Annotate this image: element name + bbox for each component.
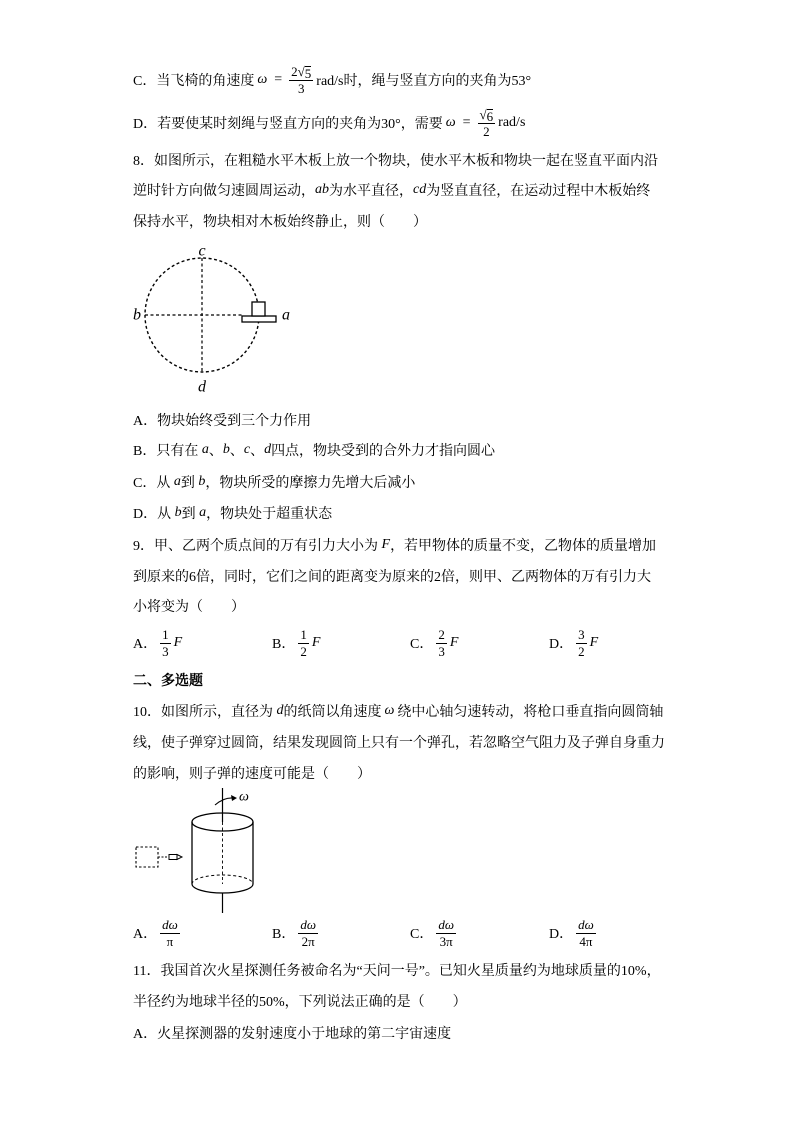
option-label: D． (549, 927, 574, 942)
stem-text: 9．甲、乙两个质点间的万有引力大小为 (133, 539, 382, 554)
stem-variable: F (381, 537, 391, 552)
equals-sign: = (462, 115, 471, 130)
fraction-numerator (289, 64, 313, 81)
q9-option-d (549, 625, 598, 661)
option-text: 到 (181, 507, 200, 522)
q9-option-a (133, 625, 182, 661)
option-label: B． (272, 927, 296, 942)
option-label: A． (133, 637, 158, 652)
option-text: 四点，物块受到的合外力才指向圆心 (271, 444, 496, 459)
fraction-denominator: 2 (300, 643, 307, 659)
q10-option-c (410, 915, 459, 951)
option-text: 当飞椅的角速度 (156, 74, 255, 89)
fraction-numerator: 1 (162, 626, 169, 642)
omega-label: ω (239, 789, 249, 805)
fraction (436, 627, 447, 660)
stem-text: 线，使子弹穿过圆筒，结果发现圆筒上只有一个弹孔，若忽略空气阻力及子弹自身重力 (133, 736, 665, 751)
fraction (298, 627, 309, 660)
radical-sign: √ (479, 106, 487, 122)
point-label: b (198, 474, 206, 489)
omega-symbol: ω (445, 115, 456, 130)
rotation-arrow (215, 798, 234, 805)
option-text: ，物块所受的摩擦力先增大后减小 (205, 476, 416, 491)
q8-option-b (133, 432, 495, 468)
omega-symbol: ω (257, 72, 268, 87)
fraction-denominator: 2π (301, 933, 315, 949)
bullet (169, 855, 177, 860)
q7-option-d (133, 105, 525, 141)
point-label: a (173, 474, 181, 489)
fraction-numerator: 3 (578, 626, 585, 642)
option-text-after: rad/s (498, 115, 526, 130)
rotating-cylinder-figure (125, 785, 275, 920)
option-text: 、 (208, 444, 223, 459)
point-label: d (264, 442, 272, 457)
q9-stem-line3 (133, 588, 245, 624)
fraction-denominator: 3 (297, 80, 305, 96)
q10-option-b (272, 915, 321, 951)
equals-sign: = (274, 72, 283, 87)
fraction-denominator: 3 (162, 643, 169, 659)
option-label: C． (410, 927, 434, 942)
fraction (160, 627, 171, 660)
option-text: 到 (180, 476, 199, 491)
fraction (576, 627, 587, 660)
section-title-text: 二、多选题 (133, 674, 203, 689)
option-text: ，物块处于超重状态 (206, 507, 333, 522)
gun-box (136, 847, 158, 867)
stem-text: 半径约为地球半径的50%，下列说法正确的是（ ） (133, 995, 467, 1010)
point-label: a (199, 505, 207, 520)
fraction (576, 917, 596, 950)
fraction-denominator: 4π (579, 933, 593, 949)
stem-text: ，若甲物体的质量不变，乙物体的质量增加 (390, 539, 657, 554)
stem-variable: cd (413, 182, 427, 197)
option-text: B．只有在 (133, 444, 202, 459)
fraction-denominator: 3 (438, 643, 445, 659)
fraction (478, 107, 496, 140)
q10-option-a (133, 915, 183, 951)
stem-variable: ab (315, 182, 329, 197)
option-label: D． (133, 117, 158, 132)
omega-symbol: ω (384, 703, 395, 718)
rotation-arrowhead (231, 795, 237, 801)
point-label: b (174, 505, 182, 520)
force-variable: F (311, 635, 321, 650)
radicand: 5 (304, 65, 312, 81)
label-c: c (198, 242, 206, 260)
stem-text: 为竖直直径，在运动过程中木板始终 (426, 184, 651, 199)
fraction-denominator: 2 (578, 643, 585, 659)
label-d: d (198, 378, 206, 396)
cylinder-bottom-front (192, 884, 253, 893)
option-text: 若要使某时刻绳与竖直方向的夹角为30°，需要 (157, 117, 443, 132)
option-text: 、 (229, 444, 244, 459)
fraction-denominator: π (166, 933, 174, 949)
fraction-numerator: 1 (300, 626, 307, 642)
q11-option-a (133, 1015, 451, 1051)
q11-stem-line2 (133, 983, 467, 1019)
stem-text: 为水平直径， (329, 184, 413, 199)
stem-text: 8．如图所示，在粗糙水平木板上放一个物块，使水平木板和物块一起在竖直平面内沿 (133, 154, 658, 169)
option-text: A．物块始终受到三个力作用 (133, 414, 312, 429)
option-label: A． (133, 927, 158, 942)
option-label: C． (410, 637, 434, 652)
fraction-denominator: 3π (439, 933, 453, 949)
fraction-denominator: 2 (483, 123, 490, 139)
stem-text: 到原来的6倍，同时，它们之间的距离变为原来的2倍，则甲、乙两物体的万有引力大 (133, 570, 651, 585)
stem-text: 保持水平，物块相对木板始终静止，则（ ） (133, 215, 427, 230)
q9-option-b (272, 625, 320, 661)
q10-option-d (549, 915, 599, 951)
option-text-after: rad/s时，绳与竖直方向的夹角为53° (316, 74, 532, 89)
fraction-numerator: dω (578, 916, 594, 932)
option-text: D．从 (133, 507, 175, 522)
label-b: b (133, 306, 141, 324)
option-text: 、 (250, 444, 265, 459)
q8-stem-line3 (133, 203, 427, 239)
point-label: b (222, 442, 230, 457)
force-variable: F (589, 635, 599, 650)
fraction (298, 917, 318, 950)
stem-text: 11．我国首次火星探测任务被命名为“天问一号”。已知火星质量约为地球质量的10%， (133, 964, 661, 979)
stem-text: 逆时针方向做匀速圆周运动， (133, 184, 315, 199)
force-variable: F (449, 635, 459, 650)
fraction (436, 917, 456, 950)
stem-text: 小将变为（ ） (133, 600, 245, 615)
bullet-tip (177, 855, 182, 860)
fraction-numerator: 2 (438, 626, 445, 642)
fraction (289, 64, 313, 97)
q8-option-d (133, 495, 332, 531)
numerator-coefficient: 2 (291, 63, 298, 79)
option-label: B． (272, 637, 296, 652)
option-text: C．从 (133, 476, 174, 491)
block (252, 302, 265, 316)
radical-sign: √ (297, 63, 305, 79)
point-label: a (201, 442, 209, 457)
option-label: D． (549, 637, 574, 652)
diameter-variable: d (276, 703, 284, 718)
stem-text: 的纸筒以角速度 (283, 705, 382, 720)
stem-text: 的影响，则子弹的速度可能是（ ） (133, 767, 371, 782)
force-variable: F (173, 635, 183, 650)
fraction (160, 917, 180, 950)
fraction-numerator (478, 107, 496, 124)
label-a: a (282, 306, 290, 324)
stem-text: 10．如图所示，直径为 (133, 705, 277, 720)
fraction-numerator: dω (300, 916, 317, 932)
q7-option-c (133, 62, 531, 98)
option-label: C． (133, 74, 157, 89)
fraction-numerator: dω (162, 916, 178, 932)
wooden-board (242, 316, 276, 322)
q9-option-c (410, 625, 458, 661)
circular-motion-figure (120, 235, 310, 400)
fraction-numerator: dω (438, 916, 455, 932)
option-text: A．火星探测器的发射速度小于地球的第二宇宙速度 (133, 1027, 452, 1042)
stem-text: 绕中心轴匀速转动，将枪口垂直指向圆筒轴 (397, 705, 664, 720)
point-label: c (243, 442, 251, 457)
radicand: 6 (486, 108, 494, 124)
